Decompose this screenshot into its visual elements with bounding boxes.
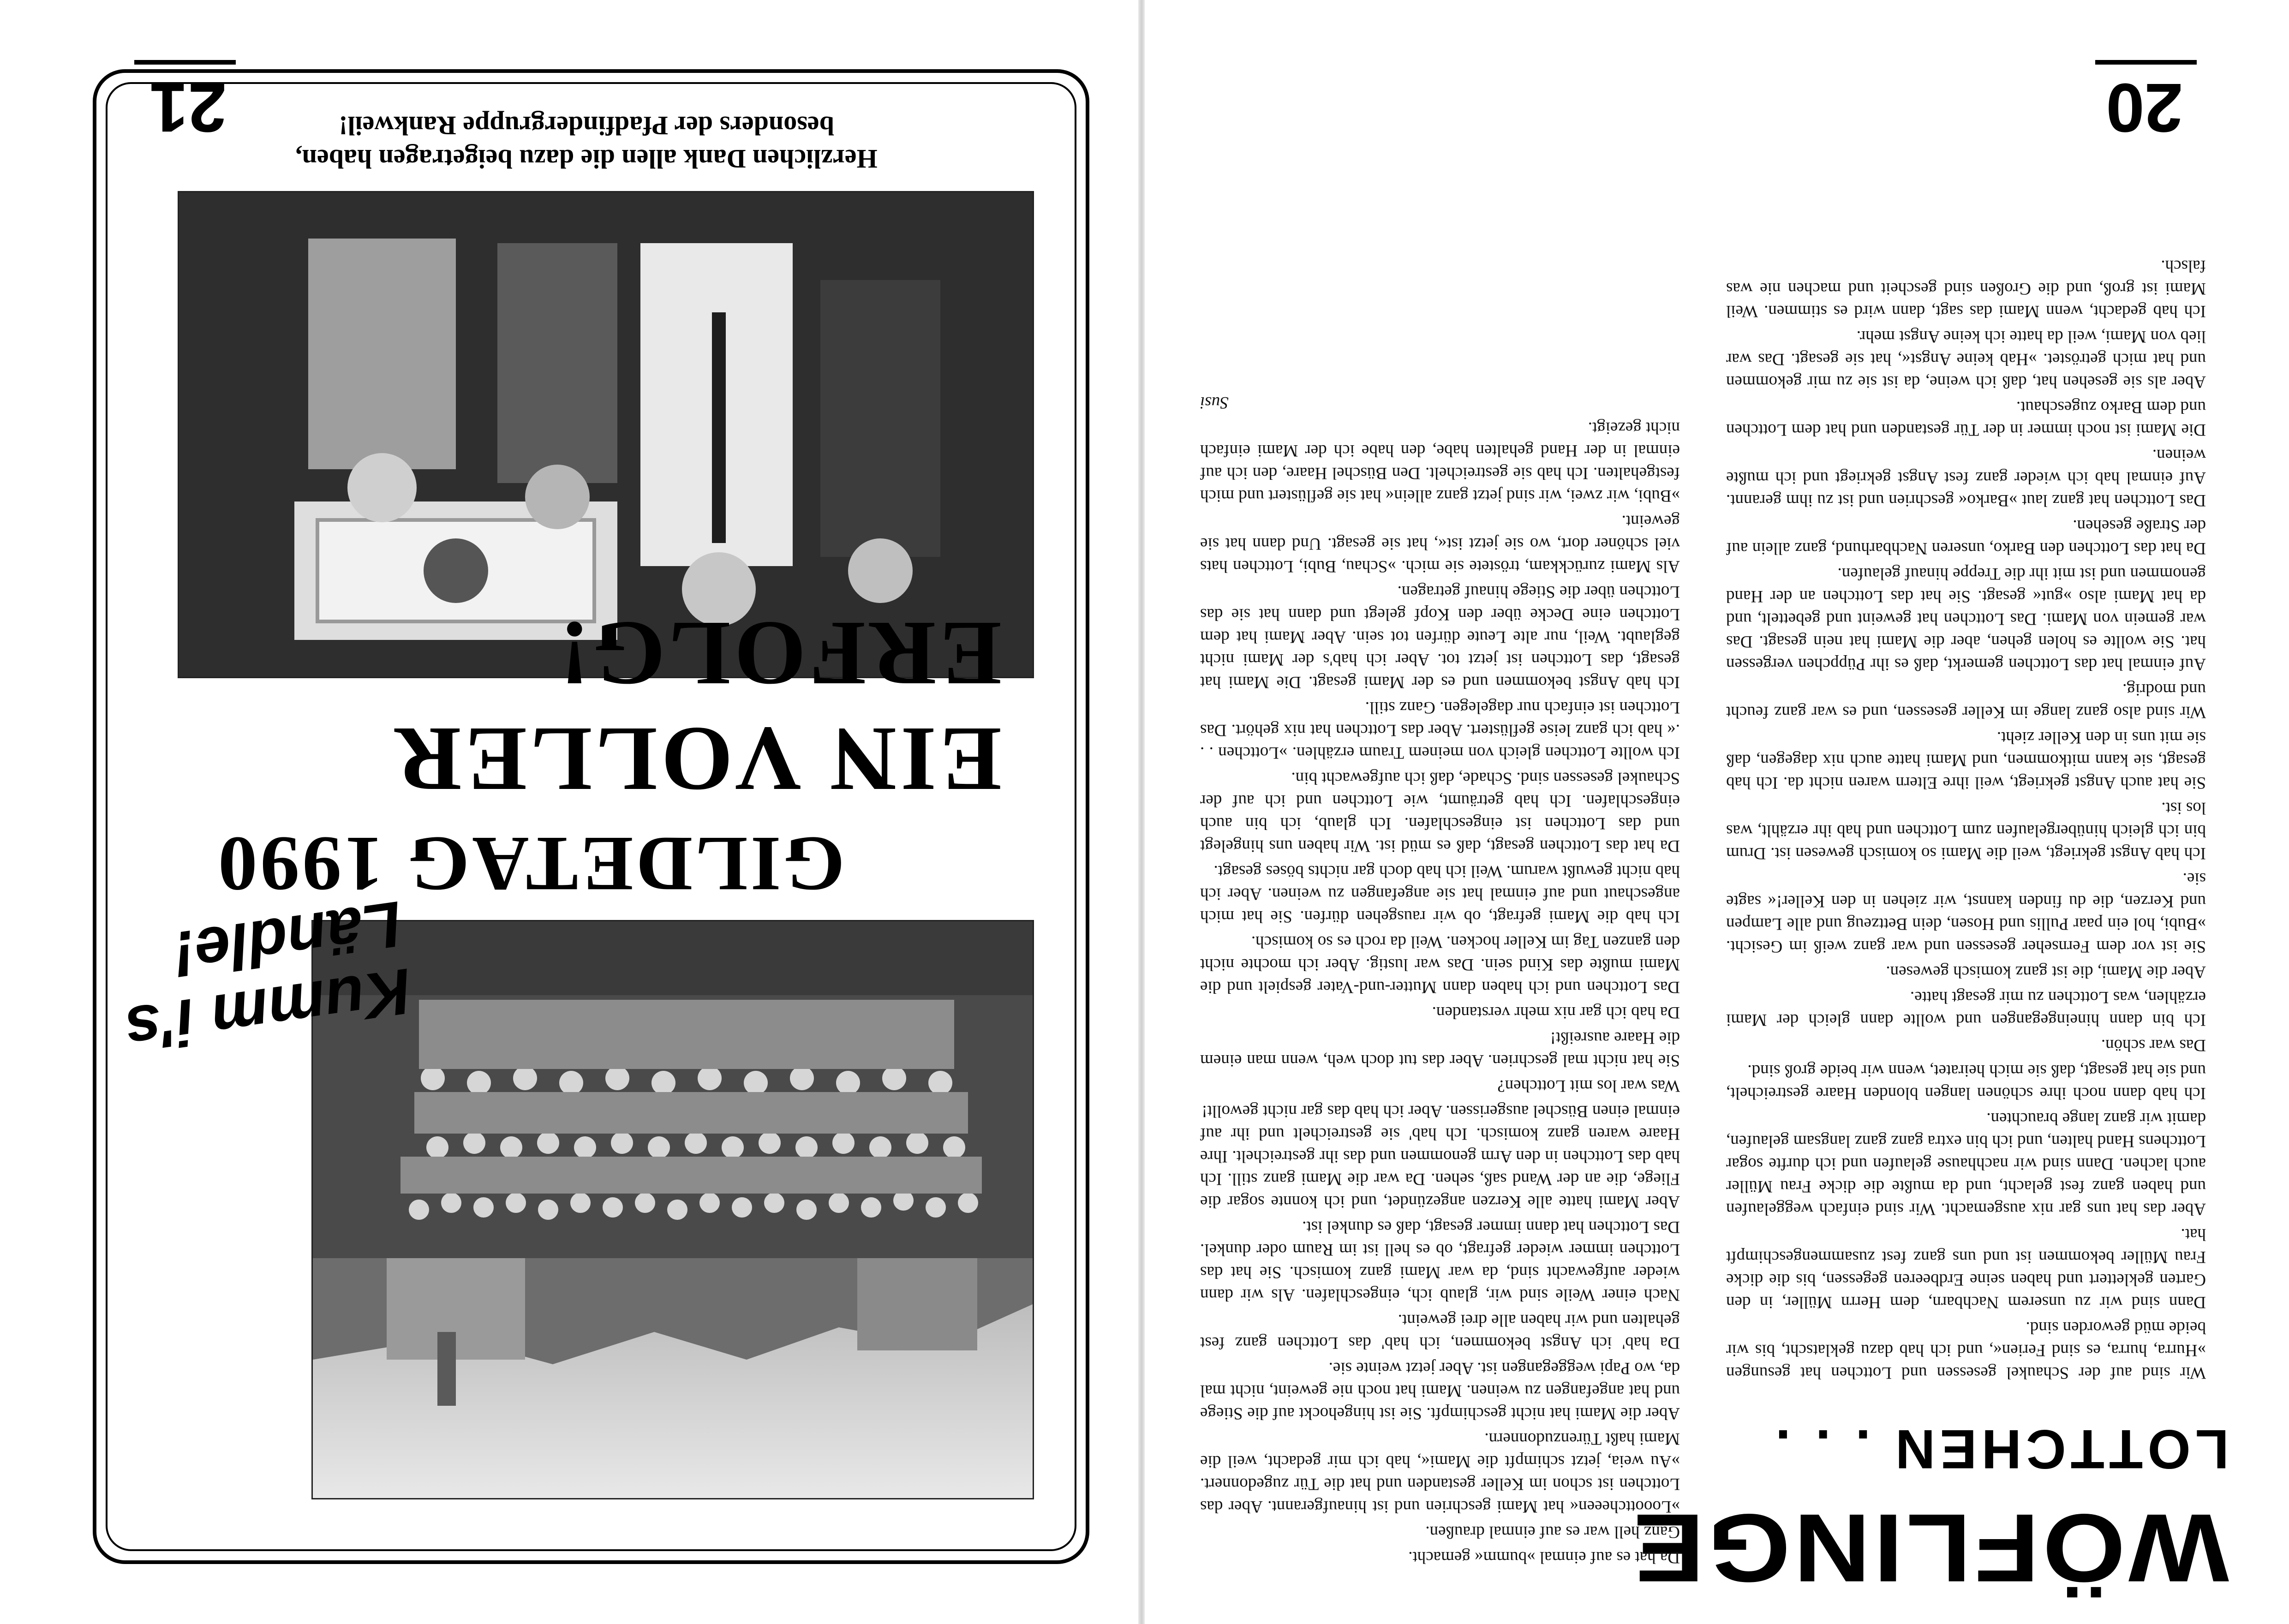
headline-voller-erfolg: EIN VOLLER ERFOLG!	[391, 603, 1002, 810]
text-column-1	[1726, 252, 2206, 1384]
group-photo-image	[313, 921, 1033, 1498]
paragraph: Da hab' ich Angst bekommen, ich hab' das Lottchen ganz fest gehalten und wir haben alle drei geweint.	[1200, 1311, 1680, 1352]
paragraph: Wir sind auf der Schaukel gesessen und Lottchen hat gesungen »Hurra, hurra, es sind Ferien«, und ich hab dazu geklatscht, bis wir beide müd geworden sind.	[1726, 1318, 2206, 1382]
kumm-is-laendle-badge: Kumm i's Ländle!	[120, 887, 416, 1067]
thanks-line-2: besonders der Pfadfindergruppe Rankweil!	[339, 111, 834, 141]
paragraph: Ich bin dann hineingegangen und wollte dann gleich der Mami erzählen, was Lottchen zu mir gesagt hatte.	[1726, 988, 2206, 1029]
paragraph: Da hat das Lottchen gesagt, daß es müd ist. Wir haben uns hingelegt und das Lottchen ist eingeschlafen. Ich glaub, ich bin auch eingeschlafen. Ich hab geträumt, wie Lottchen und ich auf der Schaukel gesessen sind. Schade, daß ich aufgewacht bin.	[1200, 769, 1680, 855]
paragraph: Dann sind wir zu unserem Nachbarn, dem Herrn Müller, in den Garten geklettert und haben seine Erdbeeren gegessen, bis die dicke Frau Müller bekommen ist und uns ganz fest zusammengeschimpft hat.	[1726, 1225, 2206, 1312]
paragraph: Ich hab die Mami gefragt, ob wir rausgehen dürfen. Sie hat mich angeschaut und auf einmal hat sie angefangen zu weinen. Aber ich hab nicht gewußt warum. Weil ich hab doch gar nichts böses gesagt.	[1200, 862, 1680, 926]
author-signature: Susi	[1200, 393, 1229, 412]
paragraph: Aber die Mami, die ist ganz komisch gewesen.	[1886, 962, 2206, 981]
paragraph: Ich hab gedacht, wenn Mami das sagt, dann wird es stimmen. Weil Mami ist groß, und die Großen sind gescheit und machen nie was falsch.	[1726, 257, 2206, 321]
paragraph: Das Lottchen und ich haben dann Mutter-und-Vater gespielt und die Mami mußte das Kind sein. Das war lustig. Aber ich mochte nicht den ganzen Tag im Keller hocken. Weil da roch es so komisch.	[1200, 932, 1680, 997]
paragraph: Ich hab Angst gekriegt, weil die Mami so komisch gewesen ist. Drum bin ich gleich hinübergelaufen zum Lottchen und hab ihr erzählt, was los ist.	[1726, 799, 2206, 863]
page-number-rule	[2095, 60, 2197, 65]
paragraph: Sie hat nicht mal geschrien. Aber das tut doch weh, wenn man einem die Haare ausreißt!	[1200, 1028, 1680, 1070]
paragraph: »Looottcheeen« hat Mami geschrien und ist hinaufgerannt. Aber das Lottchen ist schon im Keller gestanden und hat die Tür zugedonnert. »Au weia, jetzt schimpft die Mami«, hab ich mir gedacht, weil die Mami haßt Türenzudonnern.	[1200, 1429, 1680, 1516]
paragraph: Was war los mit Lottchen?	[1497, 1076, 1680, 1095]
page-number-rule	[134, 60, 236, 65]
paragraph: Sie ist vor dem Fernseher gesessen und war ganz weiß im Gesicht. »Bubi, hol ein paar Pullis und Hosen, dein Bettzeug und alle Lampen und Kerzen, die du finden kannst, wir ziehen in den Keller!« sagte sie.	[1726, 869, 2206, 956]
paragraph: »Bubi, wir zwei, wir sind jetzt ganz allein« hat sie geflüstert und mich festgehalten. Ich hab sie gestreichelt. Den Büschel Haare, den ich auf einmal in der Hand gehalten habe, den habe ich der Mami einfach nicht gezeigt.	[1200, 418, 1680, 505]
text-column-2	[1200, 388, 1680, 1569]
paragraph: Ich hab dann noch ihre schönen langen blonden Haare gestreichelt, und sie hat gesagt, daß sie mich heiratet, wenn wir beide groß sind.	[1726, 1061, 2206, 1103]
paragraph: Aber Mami hatte alle Kerzen angezündet, und ich konnte sogar die Fliege, die an der Wand saß, sehen. Da war die Mami ganz still. Ich hab das Lottchen in den Arm genommen und das ihr gestreichelt. Ihre Haare waren ganz komisch. Ich hab' sie gestreichelt und ihr auf einmal einen Büschel ausgerissen. Aber ich hab das gar nicht gewollt!	[1200, 1102, 1680, 1211]
group-photo	[311, 920, 1034, 1499]
page-number-20: 20	[2106, 69, 2183, 147]
paragraph: Das Lottchen hat ganz laut »Barko« geschrien und ist zu ihm gerannt. Auf einmal hab ich wieder ganz fest Angst gekriegt und ich mußte weinen.	[1726, 446, 2206, 510]
paragraph: Aber als sie gesehen hat, daß ich weine, da ist sie zu mir gekommen und hat mich getröstet. »Hab keine Angst«, hat sie gesagt. Das war lieb von Mami, weil da hatte ich keine Angst mehr.	[1726, 327, 2206, 391]
paragraph: Nach einer Weile sind wir, glaub ich, eingeschlafen. Als wir dann wieder aufgewacht sind, da war Mami ganz komisch. Sie hat das Lottchen immer wieder gefragt, ob es hell ist im Raum oder dunkel. Das Lottchen hat dann immer gesagt, daß es dunkel ist.	[1200, 1218, 1680, 1304]
paragraph: Die Mami ist noch immer in der Tür gestanden und hat dem Lottchen und dem Barko zugeschaut.	[1726, 398, 2206, 439]
paragraph: Ich hab Angst bekommen und es der Mami gesagt. Die Mami hat gesagt, das Lottchen ist jetzt tot. Aber ich hab's der Mami nicht geglaubt. Weil, nur alte Leute dürfen tot sein. Aber Mami hat dem Lottchen eine Decke über den Kopf gelegt und dann hat sie das Lottchen über die Stiege hinauf getragen.	[1200, 582, 1680, 692]
paragraph: Da hab ich gar nix mehr verstanden.	[1432, 1003, 1680, 1022]
paragraph: Als Mami zurückkam, tröstete sie mich. »Schau, Bubi, Lottchen hats viel schöner dort, wo sie jetzt ist«, hat sie gesagt. Und dann hat sie geweint.	[1200, 512, 1680, 576]
paragraph: Das war schön.	[2101, 1036, 2206, 1055]
paragraph: Ganz hell war es auf einmal draußen.	[1425, 1522, 1680, 1541]
paragraph: Da hat das Lottchen den Barko, unseren Nachbarhund, ganz allein auf der Straße gesehen.	[1726, 516, 2206, 558]
article-title: WÖFLINGE	[1630, 1494, 2229, 1602]
page-number-21: 21	[149, 69, 227, 147]
headline-gildetag: GILDETAG 1990	[215, 821, 845, 908]
paragraph: Auf einmal hat das Lottchen gemerkt, daß es ihr Püppchen vergessen hat. Sie wollte es holen gehen, aber die Mami hat nein gesagt. Das war gemein von Mami. Das Lottchen hat geweint und gebettelt, und da hat Mami also »gut« gesagt. Sie hat das Lottchen an der Hand genommen und ist mit ihr die Treppe hinauf gelaufen.	[1726, 564, 2206, 674]
page-20	[1154, 0, 2289, 1624]
paragraph: Wir sind also ganz lange im Keller gesessen, und es war ganz feucht und modrig.	[1726, 680, 2206, 722]
gutter-fold	[1138, 0, 1145, 1624]
paragraph: Aber die Mami hat nicht geschimpft. Sie ist hingehockt auf die Stiege und hat angefangen zu weinen. Mami hat noch nie geweint, nicht mal da, wo Papi weggegangen ist. Aber jetzt weinte sie.	[1200, 1359, 1680, 1423]
thanks-line-1: Herzlichen Dank allen die dazu beigetragen haben,	[295, 144, 878, 174]
thanks-note	[148, 109, 1025, 175]
article-subtitle: LOTTCHEN . . .	[1770, 1418, 2229, 1480]
article-title-block	[1630, 1417, 2229, 1602]
paragraph: Aber das hat uns gar nix ausgemacht. Wir sind einfach weggelaufen und haben ganz fest gelacht, und da mußte die dicke Frau Müller auch lachen. Dann sind wir nachhause gelaufen und ich durfte sogar Lottchens Hand halten, und ich bin extra ganz ganz langsam gelaufen, damit wir ganz lange brauchten.	[1726, 1109, 2206, 1218]
paragraph: Da hat es auf einmal »bumm« gemacht.	[1408, 1548, 1680, 1567]
paragraph: Sie hat auch Angst gekriegt, weil ihre Eltern waren nicht da. Ich hab gesagt, sie kann mitkommen, und Mami hatte auch nix dagegen, daß sie mit uns in den Keller zieht.	[1726, 728, 2206, 792]
paragraph: Ich wollte Lottchen gleich von meinem Traum erzählen. »Lottchen . . .« hab ich ganz leise geflüstert. Aber das Lottchen hat nix gehört. Das Lottchen ist einfach nur dagelegen. Ganz still.	[1200, 698, 1680, 762]
